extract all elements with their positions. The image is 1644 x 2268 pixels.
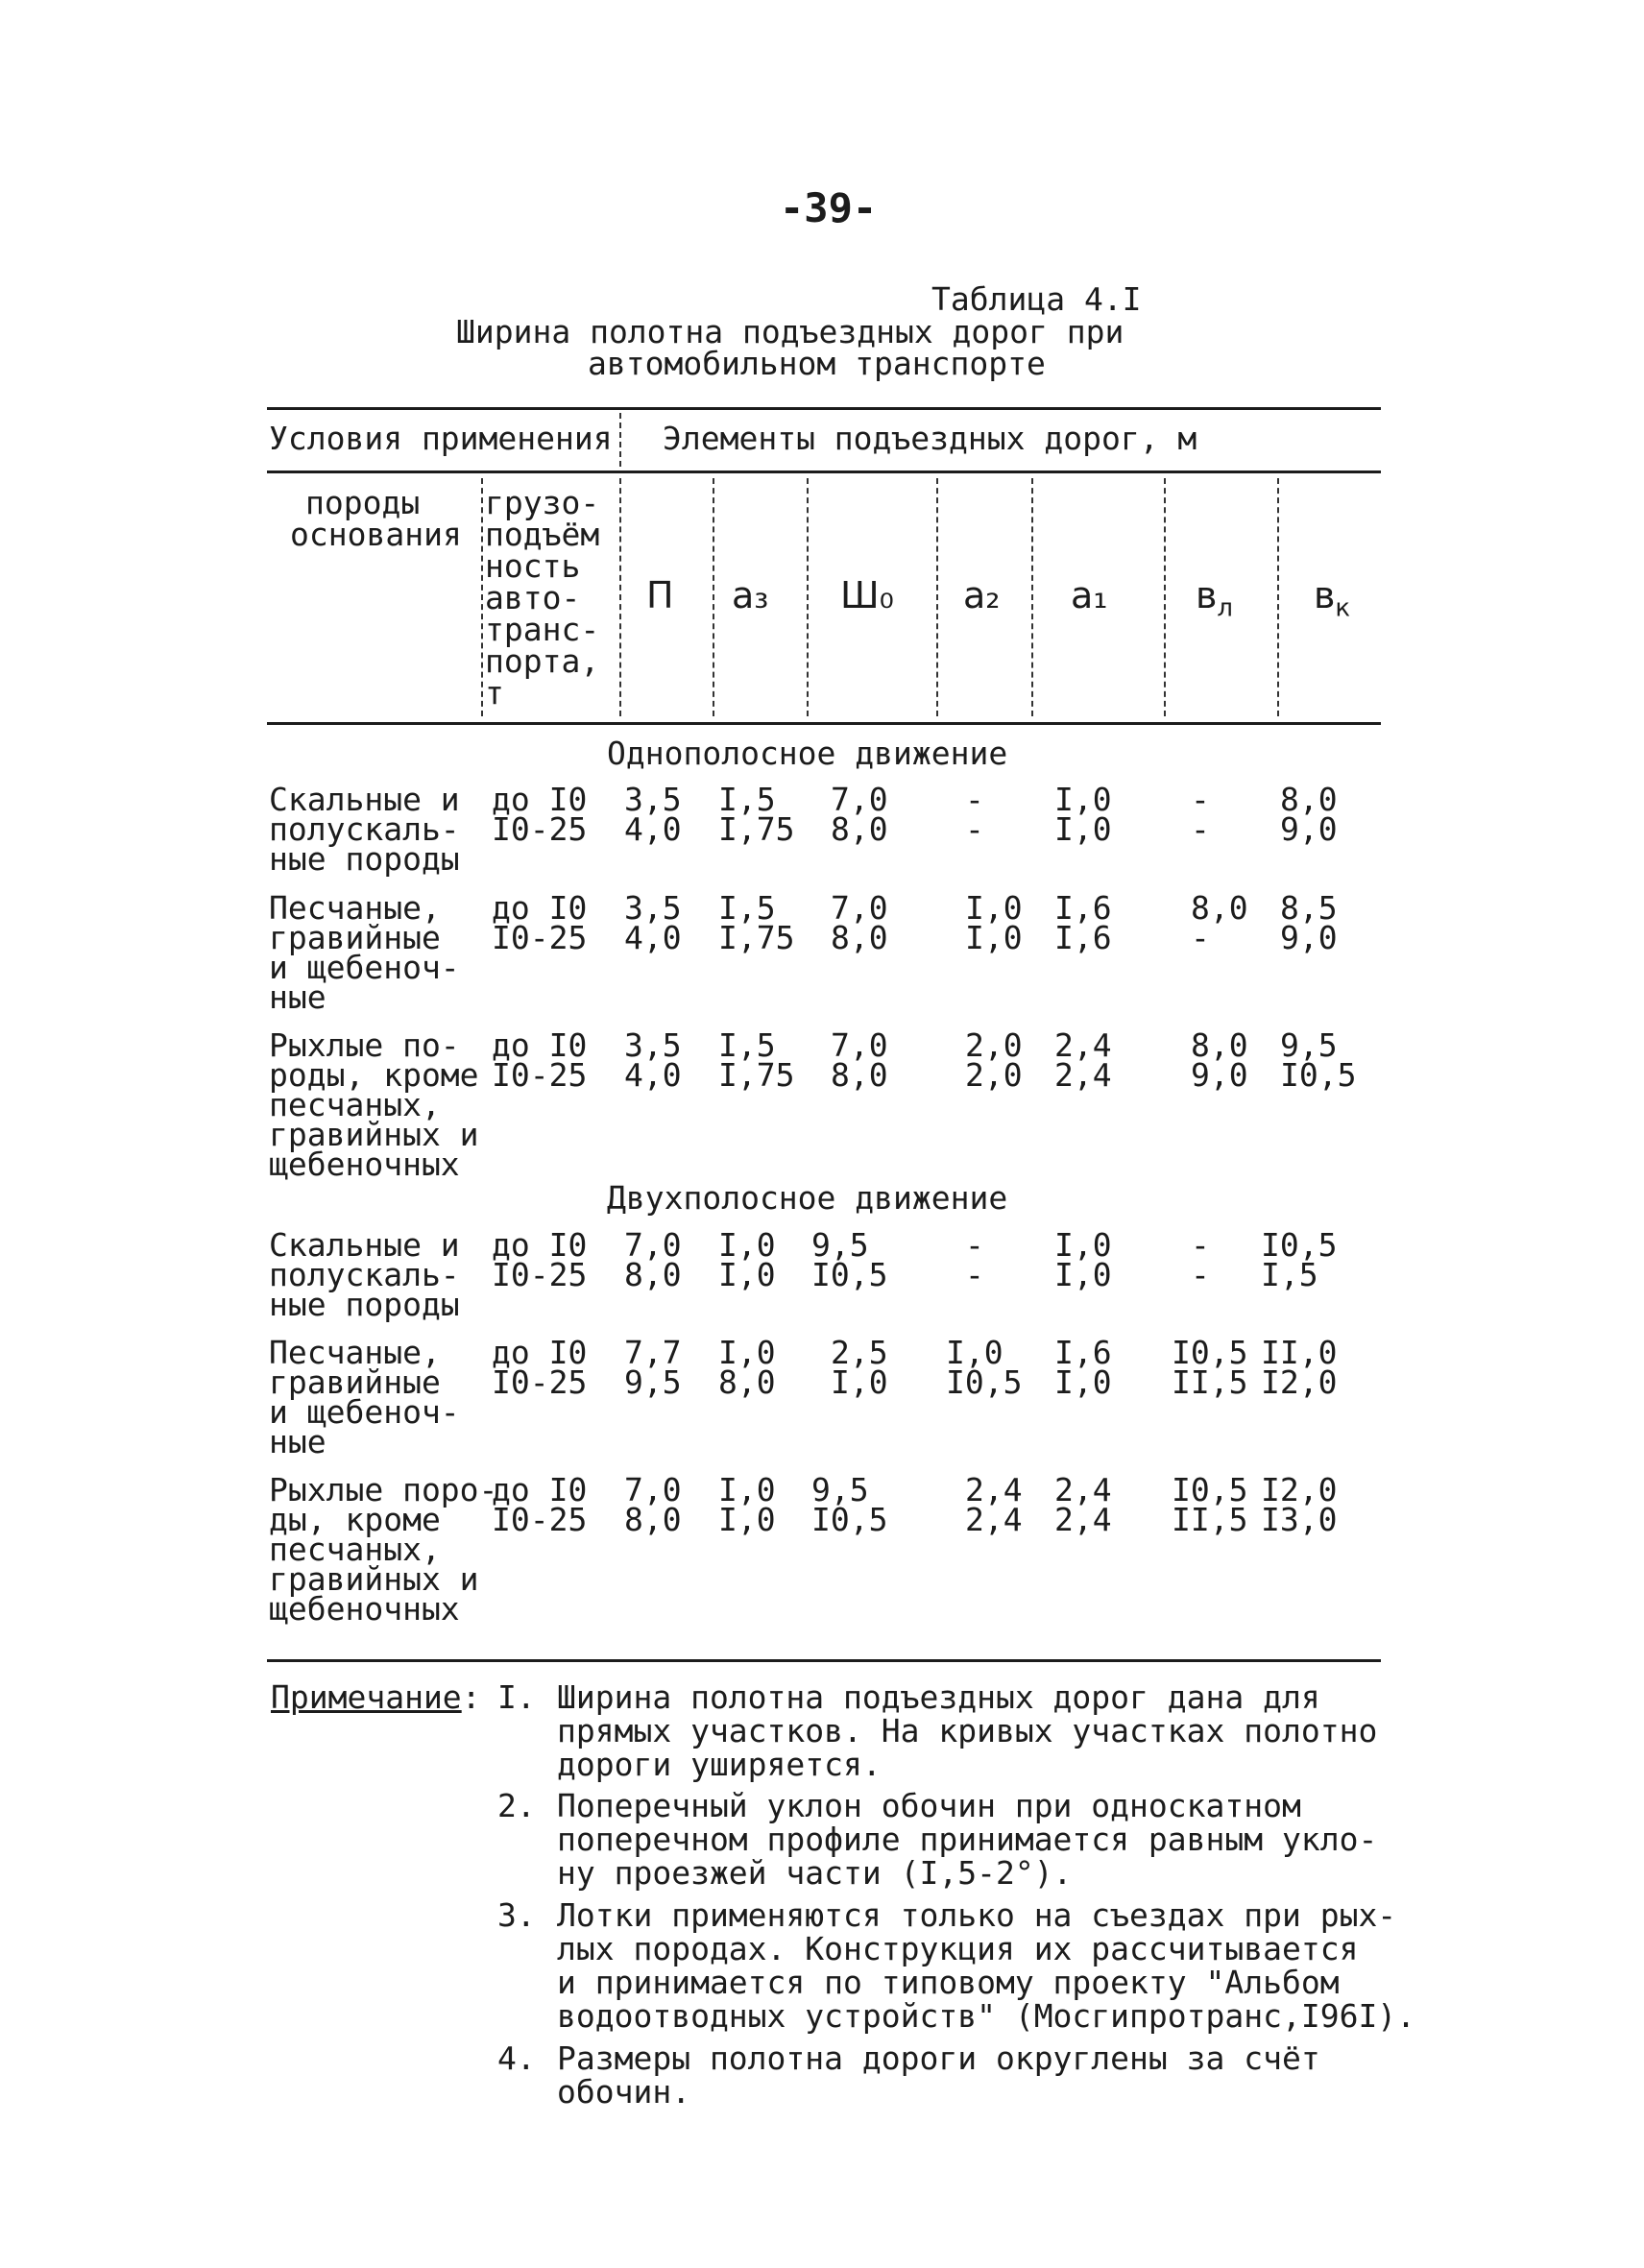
row-rock-type: Рыхлые поро- ды, кроме песчаных, гравийных и щебеночных <box>269 1471 498 1628</box>
column-separator <box>481 478 483 716</box>
row-sh0: 9,5 I0,5 <box>811 1471 888 1538</box>
row-p: 7,7 9,5 <box>624 1334 682 1401</box>
column-separator <box>936 478 938 716</box>
row-a2: I,0 I,0 <box>965 889 1023 956</box>
page-number: -39- <box>780 184 878 231</box>
section-title-double-lane: Двухполосное движение <box>607 1179 1008 1217</box>
row-capacity: до I0 I0-25 <box>492 1226 588 1293</box>
row-a3: I,0 I,0 <box>718 1471 776 1538</box>
row-capacity: до I0 I0-25 <box>492 1026 588 1094</box>
table-title-line1: Ширина полотна подъездных дорог при <box>456 313 1124 350</box>
section-title-single-lane: Однополосное движение <box>607 735 1008 772</box>
row-a2: - - <box>965 1226 984 1293</box>
table-top-rule <box>267 407 1381 410</box>
row-p: 7,0 8,0 <box>624 1471 682 1538</box>
header-rocks-line2: основания <box>290 516 462 553</box>
row-vl: - - <box>1191 781 1210 848</box>
note-text: Ширина полотна подъездных дорог дана для прямых участков. На кривых участках полотно дороги уширяется. <box>557 1678 1378 1783</box>
header-capacity-line2: подъём <box>485 516 600 553</box>
row-rock-type: Рыхлые по- роды, кроме песчаных, гравийных и щебеночных <box>269 1026 479 1183</box>
column-separator <box>713 478 714 716</box>
row-a3: I,5 I,75 <box>718 1026 795 1094</box>
header-a2: a₂ <box>963 574 1001 616</box>
note-number: I. <box>497 1678 536 1716</box>
header-rocks-line1: породы <box>305 484 421 521</box>
row-vk: II,0 I2,0 <box>1261 1334 1338 1401</box>
row-a1: I,6 I,0 <box>1054 1334 1112 1401</box>
row-p: 7,0 8,0 <box>624 1226 682 1293</box>
column-separator <box>807 478 809 716</box>
row-sh0: 7,0 8,0 <box>831 1026 888 1094</box>
row-a1: 2,4 2,4 <box>1054 1471 1112 1538</box>
header-divider-rule <box>267 470 1381 473</box>
column-separator <box>1164 478 1166 716</box>
row-a2: 2,4 2,4 <box>965 1471 1023 1538</box>
header-capacity-line3: ность <box>485 547 581 585</box>
row-vk: I2,0 I3,0 <box>1261 1471 1338 1538</box>
row-a3: I,5 I,75 <box>718 781 795 848</box>
row-rock-type: Песчаные, гравийные и щебеноч- ные <box>269 1334 460 1460</box>
row-vk: I0,5 I,5 <box>1261 1226 1338 1293</box>
row-capacity: до I0 I0-25 <box>492 1334 588 1401</box>
note-text: Лотки применяются только на съездах при рых- лых породах. Конструкция их рассчитывается и принимается по типовому проекту "Альбом водоотводных устройств" (Мосгипротранс,I96I). <box>557 1896 1416 2035</box>
row-p: 3,5 4,0 <box>624 1026 682 1094</box>
row-sh0: 2,5 I,0 <box>831 1334 888 1401</box>
header-vk: $в_к$ <box>1314 574 1351 623</box>
table-title-line2: автомобильном транспорте <box>588 345 1046 382</box>
row-a3: I,0 I,0 <box>718 1226 776 1293</box>
notes-label: Примечание: <box>271 1678 481 1716</box>
row-a2: I,0 I0,5 <box>946 1334 1023 1401</box>
column-separator <box>1277 478 1279 716</box>
header-a3: a₃ <box>732 574 769 616</box>
row-a3: I,5 I,75 <box>718 889 795 956</box>
row-vl: 8,0 9,0 <box>1191 1026 1248 1094</box>
header-elements: Элементы подъездных дорог, м <box>663 420 1197 457</box>
row-a1: I,0 I,0 <box>1054 781 1112 848</box>
row-vl: I0,5 II,5 <box>1172 1471 1248 1538</box>
note-number: 3. <box>497 1896 536 1934</box>
header-a1: a₁ <box>1071 574 1108 616</box>
header-capacity-line5: транс- <box>485 611 600 648</box>
row-capacity: до I0 I0-25 <box>492 781 588 848</box>
header-conditions: Условия применения <box>269 420 613 457</box>
row-rock-type: Песчаные, гравийные и щебеноч- ные <box>269 889 460 1016</box>
note-text: Поперечный уклон обочин при односкатном поперечном профиле принимается равным укло- ну проезжей части (I,5-2°). <box>557 1787 1378 1892</box>
row-capacity: до I0 I0-25 <box>492 1471 588 1538</box>
row-capacity: до I0 I0-25 <box>492 889 588 956</box>
header-p: П <box>646 574 674 616</box>
note-text: Размеры полотна дороги округлены за счёт обочин. <box>557 2039 1320 2111</box>
row-rock-type: Скальные и полускаль- ные породы <box>269 1226 460 1323</box>
column-separator <box>1031 478 1033 716</box>
row-vk: 8,5 9,0 <box>1280 889 1338 956</box>
row-rock-type: Скальные и полускаль- ные породы <box>269 781 460 878</box>
row-vl: 8,0 - <box>1191 889 1248 956</box>
row-vl: - - <box>1191 1226 1210 1293</box>
row-vk: 9,5 I0,5 <box>1280 1026 1357 1094</box>
header-group-separator <box>619 413 621 467</box>
row-a2: - - <box>965 781 984 848</box>
header-vl: $в_л$ <box>1196 574 1234 623</box>
row-sh0: 7,0 8,0 <box>831 781 888 848</box>
row-a1: I,0 I,0 <box>1054 1226 1112 1293</box>
column-separator <box>619 478 621 716</box>
row-sh0: 9,5 I0,5 <box>811 1226 888 1293</box>
row-a1: 2,4 2,4 <box>1054 1026 1112 1094</box>
row-sh0: 7,0 8,0 <box>831 889 888 956</box>
table-bottom-rule <box>267 1659 1381 1662</box>
header-bottom-rule <box>267 722 1381 725</box>
row-a2: 2,0 2,0 <box>965 1026 1023 1094</box>
header-capacity-line4: авто- <box>485 579 581 616</box>
row-p: 3,5 4,0 <box>624 781 682 848</box>
row-vl: I0,5 II,5 <box>1172 1334 1248 1401</box>
table-label: Таблица 4.I <box>931 280 1142 318</box>
note-number: 4. <box>497 2039 536 2077</box>
note-number: 2. <box>497 1787 536 1824</box>
row-a1: I,6 I,6 <box>1054 889 1112 956</box>
header-capacity-line1: грузо- <box>485 484 600 521</box>
row-p: 3,5 4,0 <box>624 889 682 956</box>
row-vk: 8,0 9,0 <box>1280 781 1338 848</box>
header-capacity-line7: т <box>485 674 504 712</box>
header-capacity-line6: порта, <box>485 642 600 680</box>
header-sh0: Ш₀ <box>840 574 894 616</box>
row-a3: I,0 8,0 <box>718 1334 776 1401</box>
